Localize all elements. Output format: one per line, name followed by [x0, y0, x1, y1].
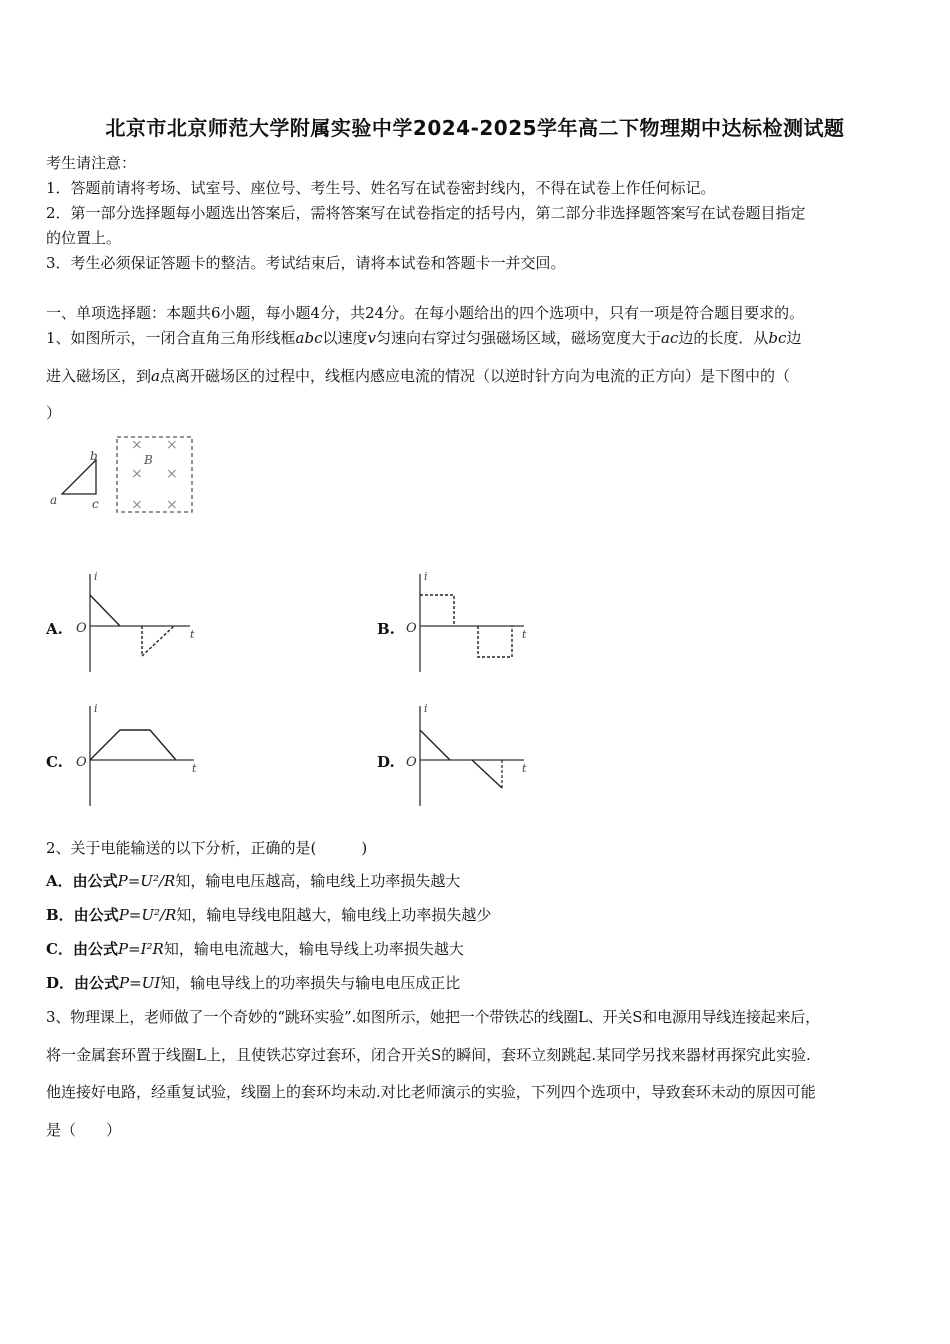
axis-t: t — [192, 762, 197, 775]
q3-stem-line1: 3、物理课上，老师做了一个奇妙的“跳环实验”.如图所示，她把一个带铁芯的线圈L、开关S和电源用导线连接起来后， — [46, 1008, 820, 1026]
notice-item-2-cont: 的位置上。 — [46, 229, 122, 247]
curve-positive — [90, 595, 120, 626]
cross-5: × — [131, 497, 143, 513]
curve-negative — [478, 626, 512, 657]
origin: O — [406, 755, 417, 770]
cross-1: × — [131, 437, 143, 453]
notice-heading: 考生请注意： — [46, 154, 137, 172]
page-title: 北京市北京师范大学附属实验中学2024-2025学年高二下物理期中达标检测试题 — [105, 116, 845, 140]
q1-option-d-graph[interactable] — [400, 700, 540, 810]
q2-option-d[interactable]: D．由公式P=UI知，输电导线上的功率损失与输电电压成正比 — [46, 974, 461, 992]
origin: O — [406, 621, 417, 636]
axis-t: t — [190, 628, 195, 641]
q3-stem-line2: 将一金属套环置于线圈L上，且使铁芯穿过套环，闭合开关S的瞬间，套环立刻跳起.某同学另找来器材再探究此实验. — [46, 1046, 811, 1064]
label-B: B — [144, 453, 153, 467]
q3-stem-line3: 他连接好电路，经重复试验，线圈上的套环均未动.对比老师演示的实验，下列四个选项中，导致套环未动的原因可能 — [46, 1083, 816, 1101]
q1-option-c-label[interactable]: C. — [46, 753, 63, 771]
axis-i: i — [94, 570, 98, 583]
cross-6: × — [166, 497, 178, 513]
origin: O — [76, 755, 87, 770]
q2-stem: 2、关于电能输送的以下分析，正确的是( ) — [46, 839, 368, 857]
q1-option-b-label[interactable]: B. — [377, 620, 395, 638]
q1-option-b-graph[interactable] — [400, 566, 540, 676]
field-region — [117, 437, 192, 512]
curve-positive — [420, 730, 450, 760]
q1-stem-line1: 1、如图所示，一闭合直角三角形线框abc以速度v匀速向右穿过匀强磁场区域，磁场宽度大于ac边的长度．从bc边 — [46, 329, 802, 347]
origin: O — [76, 621, 87, 636]
q1-stem-line3: ） — [46, 404, 62, 422]
label-a: a — [50, 493, 58, 507]
cross-3: × — [131, 466, 143, 482]
q2-option-a[interactable]: A．由公式P=U²/R知，输电电压越高，输电线上功率损失越大 — [46, 872, 461, 890]
q2-option-c[interactable]: C．由公式P=I²R知，输电电流越大，输电导线上功率损失越大 — [46, 940, 464, 958]
q3-stem-line4: 是（ ） — [46, 1121, 122, 1139]
q1-option-d-label[interactable]: D. — [377, 753, 395, 771]
axis-t: t — [522, 628, 527, 641]
q1-option-c-graph[interactable] — [70, 700, 210, 810]
curve-negative — [472, 760, 502, 788]
axis-t: t — [522, 762, 527, 775]
axis-i: i — [94, 702, 98, 715]
q1-stem-line2: 进入磁场区，到a点离开磁场区的过程中，线框内感应电流的情况（以逆时针方向为电流的正方向）是下图中的（ — [46, 367, 790, 385]
curve-trapezoid — [90, 730, 176, 760]
q1-option-a-graph[interactable] — [70, 566, 210, 676]
label-c: c — [92, 497, 99, 511]
notice-item-3: 3．考生必须保证答题卡的整洁。考试结束后，请将本试卷和答题卡一并交回。 — [46, 254, 566, 272]
q1-triangle-field-figure — [44, 432, 204, 518]
cross-2: × — [166, 437, 178, 453]
triangle-frame — [62, 460, 96, 494]
curve-positive — [420, 595, 454, 626]
axis-i: i — [424, 570, 428, 583]
q1-option-a-label[interactable]: A. — [46, 620, 63, 638]
axis-i: i — [424, 702, 428, 715]
notice-item-2: 2．第一部分选择题每小题选出答案后，需将答案写在试卷指定的括号内，第二部分非选择题答案写在试卷题目指定 — [46, 204, 806, 222]
label-b: b — [90, 449, 98, 463]
cross-4: × — [166, 466, 178, 482]
section-heading: 一、单项选择题：本题共6小题，每小题4分，共24分。在每小题给出的四个选项中，只有一项是符合题目要求的。 — [46, 304, 805, 322]
notice-item-1: 1．答题前请将考场、试室号、座位号、考生号、姓名写在试卷密封线内，不得在试卷上作任何标记。 — [46, 179, 716, 197]
q2-option-b[interactable]: B．由公式P=U²/R知，输电导线电阻越大，输电线上功率损失越少 — [46, 906, 492, 924]
curve-negative — [142, 626, 174, 656]
